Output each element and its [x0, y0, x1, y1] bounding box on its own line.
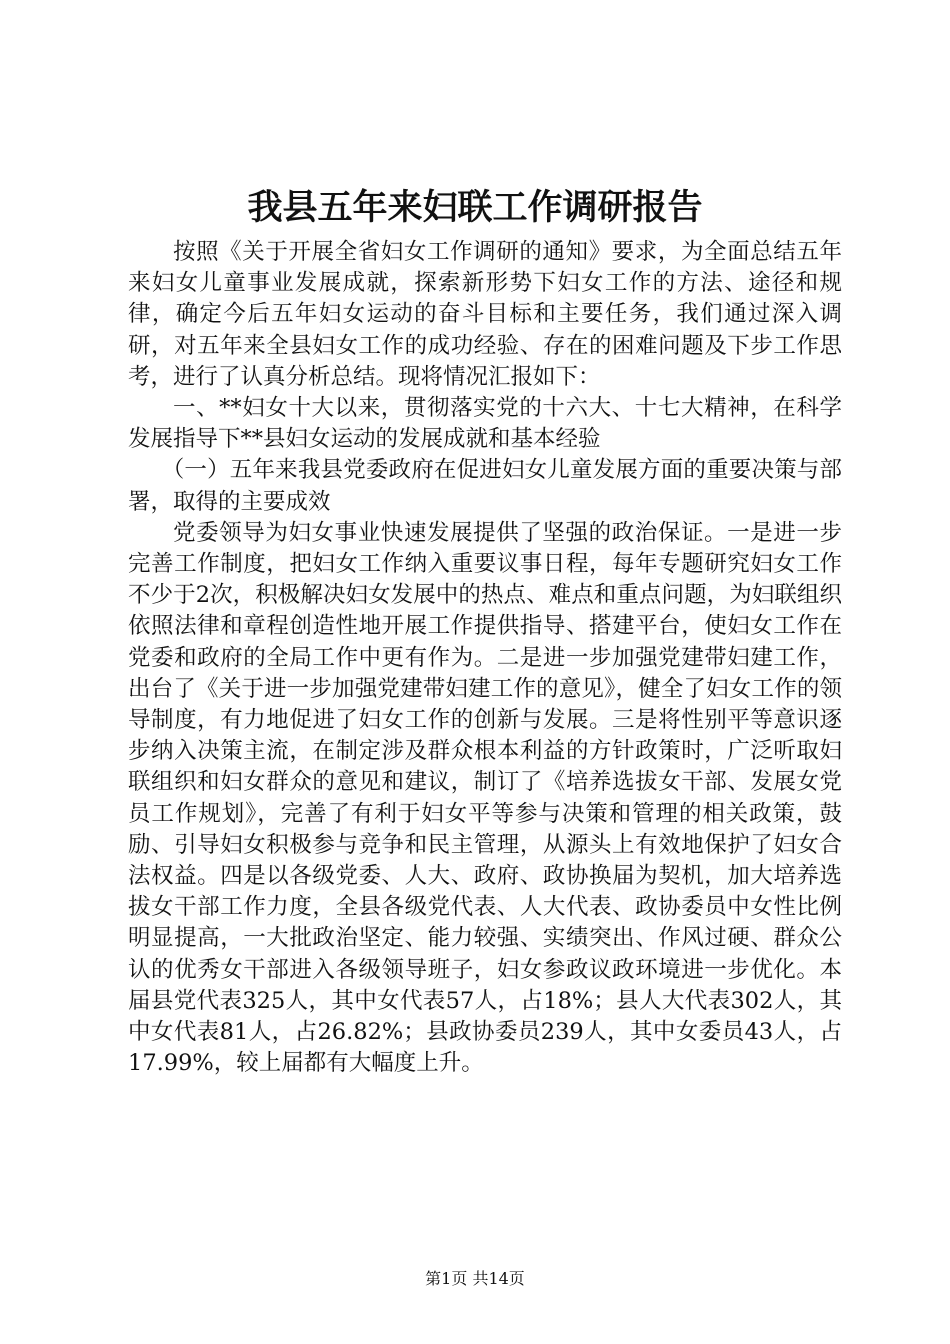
- page-footer: 第1页 共14页: [425, 1269, 525, 1288]
- paragraph-body: 党委领导为妇女事业快速发展提供了坚强的政治保证。一是进一步完善工作制度，把妇女工作纳入重要议事日程，每年专题研究妇女工作不少于2次，积极解决妇女发展中的热点、难点和重点问题，为妇联组织依照法律和章程创造性地开展工作提供指导、搭建平台，使妇女工作在党委和政府的全局工作中更有作为。二是进一步加强党建带妇建工作，出台了《关于进一步加强党建带妇建工作的意见》，健全了妇女工作的领导制度，有力地促进了妇女工作的创新与发展。三是将性别平等意识逐步纳入决策主流，在制定涉及群众根本利益的方针政策时，广泛听取妇联组织和妇女群众的意见和建议，制订了《培养选拔女干部、发展女党员工作规划》，完善了有利于妇女平等参与决策和管理的相关政策，鼓励、引导妇女积极参与竞争和民主管理，从源头上有效地保护了妇女合法权益。四是以各级党委、人大、政府、政协换届为契机，加大培养选拔女干部工作力度，全县各级党代表、人大代表、政协委员中女性比例明显提高，一大批政治坚定、能力较强、实绩突出、作风过硬、群众公认的优秀女干部进入各级领导班子，妇女参政议政环境进一步优化。本届县党代表325人，其中女代表57人，占18%；县人大代表302人，其中女代表81人，占26.82%；县政协委员239人，其中女委员43人，占17.99%，较上届都有大幅度上升。: [128, 519, 842, 1077]
- document-body: [128, 237, 842, 1079]
- subsection-heading-1: （一）五年来我县党委政府在促进妇女儿童发展方面的重要决策与部署，取得的主要成效: [128, 457, 842, 515]
- paragraph-intro: 按照《关于开展全省妇女工作调研的通知》要求，为全面总结五年来妇女儿童事业发展成就，探索新形势下妇女工作的方法、途径和规律，确定今后五年妇女运动的奋斗目标和主要任务，我们通过深入调研，对五年来全县妇女工作的成功经验、存在的困难问题及下步工作思考，进行了认真分析总结。现将情况汇报如下：: [128, 239, 842, 390]
- document-title: 我县五年来妇联工作调研报告: [247, 187, 703, 228]
- section-heading-1: 一、**妇女十大以来，贯彻落实党的十六大、十七大精神，在科学发展指导下**县妇女运动的发展成就和基本经验: [128, 395, 842, 453]
